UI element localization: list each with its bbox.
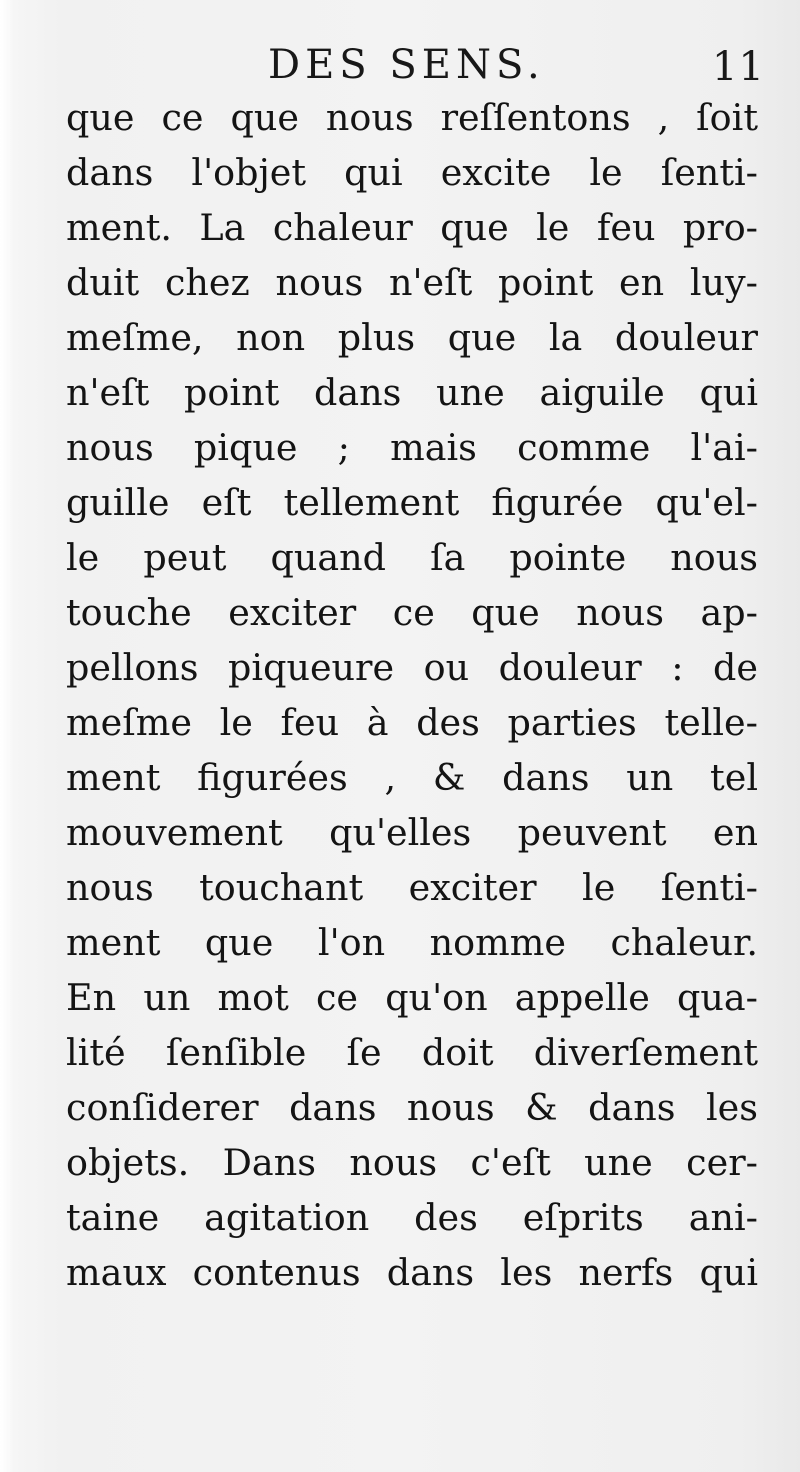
page-number: 11 [712, 44, 765, 90]
page-header [0, 38, 800, 98]
text-line: pellons piqueure ou douleur : de [66, 646, 758, 689]
text-line: duit chez nous n'eſt point en luy- [66, 261, 758, 304]
text-line: le peut quand ſa pointe nous [66, 536, 758, 579]
text-line: touche exciter ce que nous ap- [66, 591, 758, 634]
text-line: que ce que nous reſſentons , ſoit [66, 96, 758, 139]
text-line: conſiderer dans nous & dans les [66, 1086, 758, 1129]
text-line: ment figurées , & dans un tel [66, 756, 758, 799]
text-line: nous pique ; mais comme l'ai- [66, 426, 758, 469]
text-line: taine agitation des eſprits ani- [66, 1196, 758, 1239]
text-line: nous touchant exciter le ſenti- [66, 866, 758, 909]
text-line: mouvement qu'elles peuvent en [66, 811, 758, 854]
text-line: objets. Dans nous c'eſt une cer- [66, 1141, 758, 1184]
text-line: maux contenus dans les nerfs qui [66, 1251, 758, 1294]
text-line: ment que l'on nomme chaleur. [66, 921, 758, 964]
text-line: ment. La chaleur que le feu pro- [66, 206, 758, 249]
text-line: meſme, non plus que la douleur [66, 316, 758, 359]
text-line: meſme le feu à des parties telle- [66, 701, 758, 744]
page-edge [0, 0, 14, 1472]
text-line: dans l'objet qui excite le ſenti- [66, 151, 758, 194]
text-line: guille eſt tellement figurée qu'el- [66, 481, 758, 524]
text-line: En un mot ce qu'on appelle qua- [66, 976, 758, 1019]
body-text [66, 90, 758, 1300]
text-line: n'eſt point dans une aiguile qui [66, 371, 758, 414]
running-head: DES SENS. [268, 42, 545, 88]
text-line: lité ſenſible ſe doit diverſement [66, 1031, 758, 1074]
